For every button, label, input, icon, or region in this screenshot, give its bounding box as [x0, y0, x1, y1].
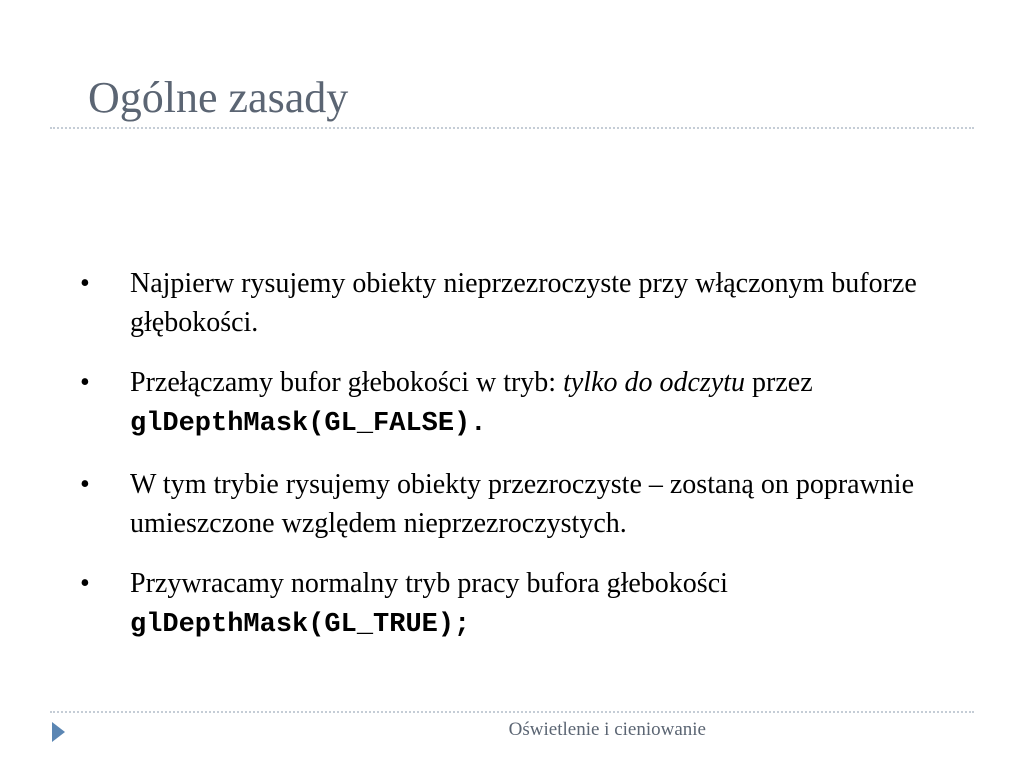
- bullet-marker: •: [80, 367, 90, 398]
- bullet-text: Przełączamy bufor głebokości w tryb:: [130, 367, 564, 398]
- bullet-text: W tym trybie rysujemy obiekty przezroczyste – zostaną on poprawnie umieszczone względem nieprzezroczystych.: [130, 469, 915, 539]
- bullet-marker: •: [80, 268, 90, 299]
- code-snippet: glDepthMask(GL_FALSE).: [130, 409, 487, 439]
- bullet-marker: •: [80, 568, 90, 599]
- bullet-marker: •: [80, 469, 90, 500]
- triangle-right-icon: [52, 722, 65, 742]
- bullet-item: [80, 564, 960, 645]
- bullet-emphasis: tylko do odczytu: [563, 367, 746, 398]
- bullet-list: [80, 264, 960, 666]
- bullet-text: przez: [745, 367, 813, 398]
- bullet-text: Najpierw rysujemy obiekty nieprzezroczyste przy włączonym buforze głębokości.: [130, 268, 917, 338]
- footer-divider: [50, 711, 974, 713]
- footer-label: Oświetlenie i cieniowanie: [508, 719, 706, 740]
- bullet-item: [80, 363, 960, 444]
- bullet-item: [80, 465, 960, 543]
- code-snippet: glDepthMask(GL_TRUE);: [130, 610, 471, 640]
- bullet-item: [80, 264, 960, 342]
- slide-title: Ogólne zasady: [88, 73, 349, 122]
- bullet-text: Przywracamy normalny tryb pracy bufora głebokości: [130, 568, 728, 599]
- title-divider: [50, 127, 974, 129]
